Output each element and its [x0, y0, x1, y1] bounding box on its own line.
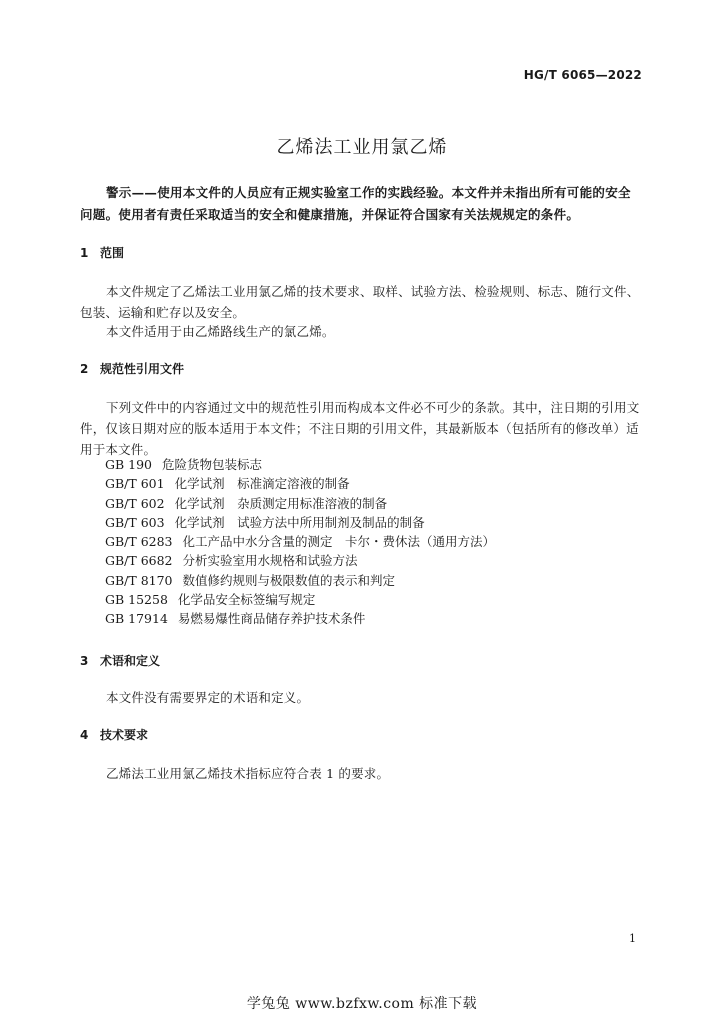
safety-warning: 警示——使用本文件的人员应有正规实验室工作的实践经验。本文件并未指出所有可能的安全问题。使用者有责任采取适当的安全和健康措施，并保证符合国家有关法规规定的条件。: [80, 185, 631, 222]
reference-code: GB/T 6682: [105, 553, 173, 569]
standard-code: HG/T 6065—2022: [523, 68, 642, 82]
reference-code: GB/T 601: [105, 476, 165, 492]
list-item: [105, 474, 495, 493]
section-number: 4: [80, 728, 89, 742]
list-item: [105, 571, 495, 590]
list-item: [105, 532, 495, 551]
normative-references-intro: 下列文件中的内容通过文中的规范性引用而构成本文件必不可少的条款。其中，注日期的引用文件，仅该日期对应的版本适用于本文件；不注日期的引用文件，其最新版本（包括所有的修改单）适用于本文件。: [80, 400, 640, 457]
reference-title: 化学试剂 杂质测定用标准溶液的制备: [174, 495, 388, 511]
section-title: 技术要求: [100, 728, 149, 742]
terms-paragraph: 本文件没有需要界定的术语和定义。: [106, 690, 310, 705]
list-item: [105, 455, 495, 474]
reference-code: GB/T 8170: [105, 572, 173, 588]
section-number: 2: [80, 362, 89, 376]
scope-applicability-paragraph: 本文件适用于由乙烯路线生产的氯乙烯。: [106, 324, 335, 339]
watermark-footer: 学兔兔 www.bzfxw.com 标准下载: [246, 996, 478, 1012]
reference-title: 化工产品中水分含量的测定 卡尔・费休法（通用方法）: [182, 534, 496, 550]
reference-code: GB 17914: [105, 611, 168, 627]
reference-list: [105, 455, 495, 629]
list-item: [105, 590, 495, 609]
reference-code: GB 15258: [105, 592, 168, 608]
reference-code: GB/T 603: [105, 514, 165, 530]
section-title: 规范性引用文件: [100, 362, 185, 376]
list-item: [105, 513, 495, 532]
reference-title: 数值修约规则与极限数值的表示和判定: [182, 572, 396, 588]
page-number: 1: [629, 932, 636, 945]
reference-code: GB/T 6283: [105, 534, 173, 550]
section-title: 术语和定义: [100, 654, 161, 668]
reference-title: 化学品安全标签编写规定: [177, 592, 316, 608]
section-title: 范围: [100, 246, 125, 260]
section-3-heading: [80, 652, 160, 669]
list-item: [105, 609, 495, 628]
reference-code: GB 190: [105, 457, 153, 472]
section-4-heading: [80, 726, 148, 743]
reference-title: 分析实验室用水规格和试验方法: [182, 553, 358, 569]
reference-code: GB/T 602: [105, 495, 165, 511]
reference-title: 化学试剂 试验方法中所用制剂及制品的制备: [174, 514, 425, 530]
list-item: [105, 551, 495, 570]
section-number: 3: [80, 654, 89, 668]
reference-title: 化学试剂 标准滴定溶液的制备: [174, 476, 350, 492]
document-title: 乙烯法工业用氯乙烯: [276, 137, 448, 158]
section-2-heading: [80, 360, 184, 377]
reference-title: 危险货物包装标志: [162, 457, 263, 472]
technical-requirements-paragraph: 乙烯法工业用氯乙烯技术指标应符合表 1 的要求。: [106, 766, 390, 781]
reference-title: 易燃易爆性商品储存养护技术条件: [177, 611, 366, 627]
scope-paragraph: 本文件规定了乙烯法工业用氯乙烯的技术要求、取样、试验方法、检验规则、标志、随行文件、包装、运输和贮存以及安全。: [80, 284, 640, 320]
list-item: [105, 494, 495, 513]
section-1-heading: [80, 244, 124, 261]
section-number: 1: [80, 246, 89, 260]
